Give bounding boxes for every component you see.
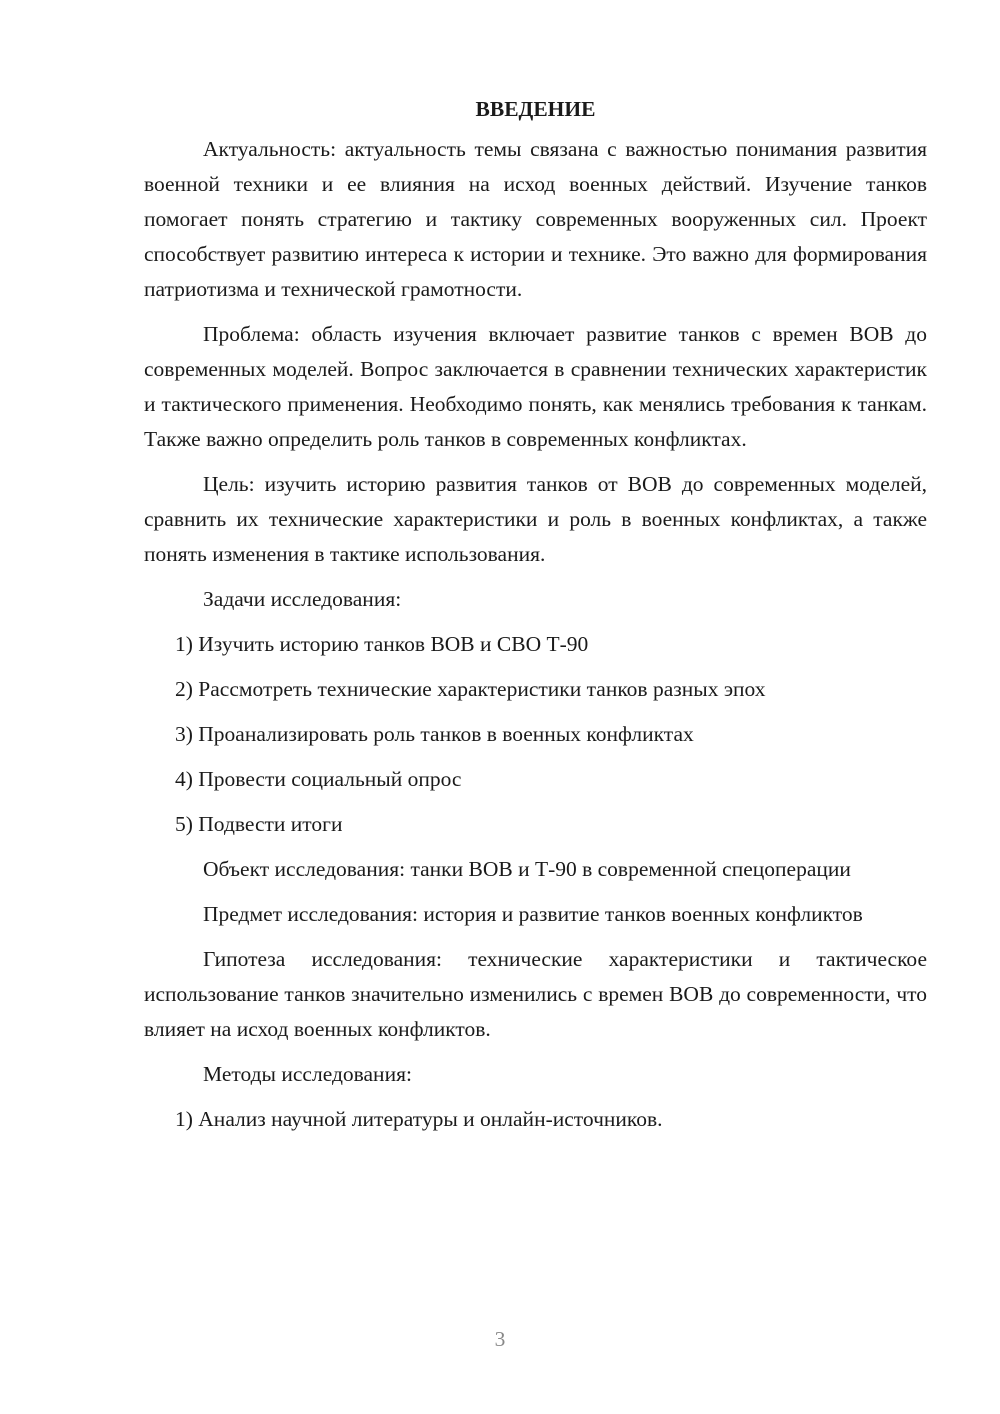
methods-list (144, 1102, 927, 1137)
page-number: 3 (494, 1327, 506, 1351)
tasks-list (144, 627, 927, 842)
list-item: 1) Изучить историю танков ВОВ и СВО Т-90 (175, 632, 589, 656)
section-title: ВВЕДЕНИЕ (475, 97, 596, 121)
list-item: 1) Анализ научной литературы и онлайн-источников. (175, 1107, 663, 1131)
list-item: 2) Рассмотреть технические характеристики танков разных эпох (175, 677, 766, 701)
relevance-paragraph: Актуальность: актуальность темы связана с важностью понимания развития военной техники и ее влияния на исход военных действий. Изучение танков помогает понять стратегию и тактику современных вооруженных сил. Проект способствует развитию интереса к истории и технике. Это важно для формирования патриотизма и технической грамотности. (144, 137, 927, 301)
hypothesis-paragraph: Гипотеза исследования: технические характеристики и тактическое использование танков значительно изменились с времен ВОВ до современности, что влияет на исход военных конфликтов. (144, 947, 927, 1041)
methods-heading: Методы исследования: (203, 1062, 412, 1086)
document-page (144, 92, 927, 1147)
tasks-heading: Задачи исследования: (203, 587, 402, 611)
list-item: 5) Подвести итоги (175, 812, 343, 836)
list-item: 4) Провести социальный опрос (175, 767, 462, 791)
goal-paragraph: Цель: изучить историю развития танков от ВОВ до современных моделей, сравнить их технические характеристики и роль в военных конфликтах, а также понять изменения в тактике использования. (144, 472, 927, 566)
list-item: 3) Проанализировать роль танков в военных конфликтах (175, 722, 694, 746)
problem-paragraph: Проблема: область изучения включает развитие танков с времен ВОВ до современных моделей. Вопрос заключается в сравнении технических характеристик и тактического применения. Необходимо понять, как менялись требования к танкам. Также важно определить роль танков в современных конфликтах. (144, 322, 927, 451)
object-paragraph: Объект исследования: танки ВОВ и Т-90 в современной спецоперации (203, 857, 851, 881)
subject-paragraph: Предмет исследования: история и развитие танков военных конфликтов (203, 902, 863, 926)
